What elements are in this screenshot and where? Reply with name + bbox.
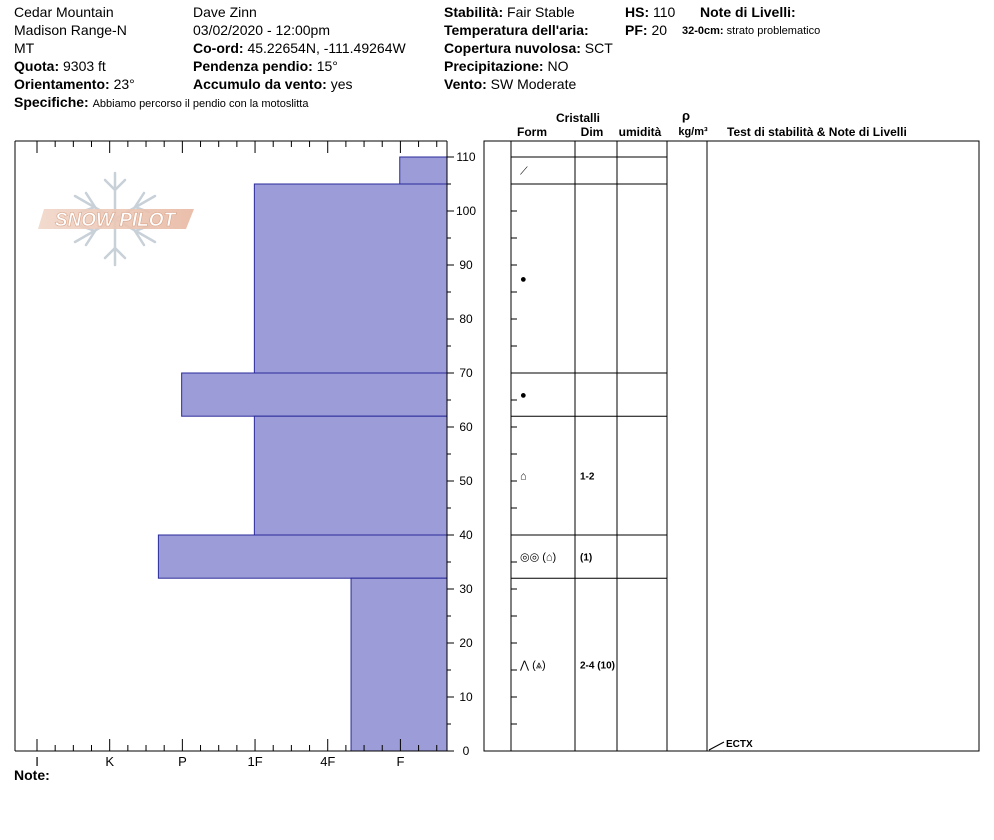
grain-form-symbol: ◎◎ (⌂) bbox=[520, 551, 557, 564]
precipitation-label: Precipitazione: bbox=[444, 58, 544, 74]
hardness-bar bbox=[351, 578, 447, 751]
tests-header: Test di stabilità & Note di Livelli bbox=[727, 125, 907, 139]
depth-tick-label: 20 bbox=[459, 636, 473, 650]
depth-tick-label: 10 bbox=[459, 690, 473, 704]
slope-angle-value: 15° bbox=[316, 58, 338, 74]
location-range: Madison Range-N bbox=[14, 22, 127, 38]
grain-size-value: (1) bbox=[580, 552, 593, 564]
test-note-pointer bbox=[709, 742, 724, 750]
aspect-value: 23° bbox=[113, 76, 135, 92]
elevation-value: 9303 ft bbox=[63, 58, 106, 74]
depth-tick-label: 40 bbox=[459, 528, 473, 542]
depth-tick-label: 80 bbox=[459, 312, 473, 326]
grain-form-symbol: ⋀ (⩓) bbox=[520, 659, 546, 672]
depth-tick-label: 100 bbox=[455, 204, 477, 218]
elevation-label: Quota: bbox=[14, 58, 60, 74]
crystals-header: Cristalli bbox=[555, 111, 601, 125]
wind-value: SW Moderate bbox=[490, 76, 577, 92]
location-name: Cedar Mountain bbox=[14, 4, 114, 20]
hardness-tick-label: P bbox=[178, 754, 187, 769]
depth-tick-label: 110 bbox=[456, 150, 476, 164]
stability-label: Stabilità: bbox=[444, 4, 504, 20]
depth-tick-label: 0 bbox=[462, 744, 470, 758]
foot-penetration-value: 20 bbox=[651, 22, 668, 38]
grain-form-symbol: ● bbox=[520, 273, 527, 286]
hardness-bar bbox=[400, 157, 447, 184]
depth-tick-label: 50 bbox=[459, 474, 473, 488]
hardness-bar bbox=[182, 373, 447, 416]
grain-form-symbol: ● bbox=[520, 389, 527, 402]
wind-loading-label: Accumulo da vento: bbox=[193, 76, 327, 92]
grain-form-symbol: ⟋ bbox=[520, 165, 528, 178]
layer-note-text: strato problematico bbox=[726, 25, 821, 37]
hardness-tick-label: 4F bbox=[320, 754, 336, 769]
test-note-text: ECTX bbox=[726, 739, 753, 750]
snow-height-label: HS: bbox=[625, 4, 650, 20]
hardness-bar bbox=[158, 535, 447, 578]
specifics-value: Abbiamo percorso il pendio con la motoslitta bbox=[92, 98, 309, 110]
observer-name: Dave Zinn bbox=[193, 4, 257, 20]
hardness-bar bbox=[254, 416, 447, 535]
snow-height-value: 110 bbox=[653, 4, 676, 20]
grain-form-symbol: ⌂ bbox=[520, 470, 527, 483]
aspect-label: Orientamento: bbox=[14, 76, 110, 92]
size-header: Dim bbox=[580, 125, 604, 139]
stability-value: Fair Stable bbox=[507, 4, 575, 20]
air-temp-label: Temperatura dell'aria: bbox=[444, 22, 589, 38]
moisture-header: umidità bbox=[618, 125, 662, 139]
specifics-label: Specifiche: bbox=[14, 94, 89, 110]
slope-angle-label: Pendenza pendio: bbox=[193, 58, 313, 74]
hardness-tick-label: 1F bbox=[247, 754, 263, 769]
density-symbol: ρ bbox=[681, 108, 691, 123]
snowpilot-logo bbox=[38, 173, 194, 265]
precipitation-value: NO bbox=[547, 58, 569, 74]
cloud-cover-value: SCT bbox=[584, 40, 613, 56]
cloud-cover-label: Copertura nuvolosa: bbox=[444, 40, 581, 56]
coordinates-label: Co-ord: bbox=[193, 40, 244, 56]
foot-penetration-label: PF: bbox=[625, 22, 648, 38]
wind-label: Vento: bbox=[444, 76, 487, 92]
grain-size-value: 2-4 (10) bbox=[580, 660, 616, 672]
logo-text: SNOW PILOT bbox=[54, 210, 176, 231]
depth-tick-label: 90 bbox=[459, 258, 473, 272]
hardness-bar bbox=[254, 184, 447, 373]
layer-grid-frame bbox=[484, 141, 979, 751]
depth-tick-label: 60 bbox=[459, 420, 473, 434]
layer-notes-label: Note di Livelli: bbox=[700, 4, 796, 20]
coordinates-value: 45.22654N, -111.49264W bbox=[247, 40, 406, 56]
location-state: MT bbox=[14, 40, 35, 56]
hardness-tick-label: K bbox=[105, 754, 115, 769]
depth-tick-label: 70 bbox=[459, 366, 473, 380]
hardness-tick-label: I bbox=[35, 754, 39, 769]
layer-note-depth: 32-0cm: bbox=[682, 25, 724, 37]
density-unit: kg/m³ bbox=[678, 126, 708, 138]
wind-loading-value: yes bbox=[330, 76, 353, 92]
grain-size-value: 1-2 bbox=[580, 471, 595, 483]
note-label: Note: bbox=[14, 767, 50, 783]
form-header: Form bbox=[517, 125, 547, 139]
observation-datetime: 03/02/2020 - 12:00pm bbox=[193, 22, 330, 38]
hardness-tick-label: F bbox=[396, 754, 405, 769]
depth-tick-label: 30 bbox=[459, 582, 473, 596]
